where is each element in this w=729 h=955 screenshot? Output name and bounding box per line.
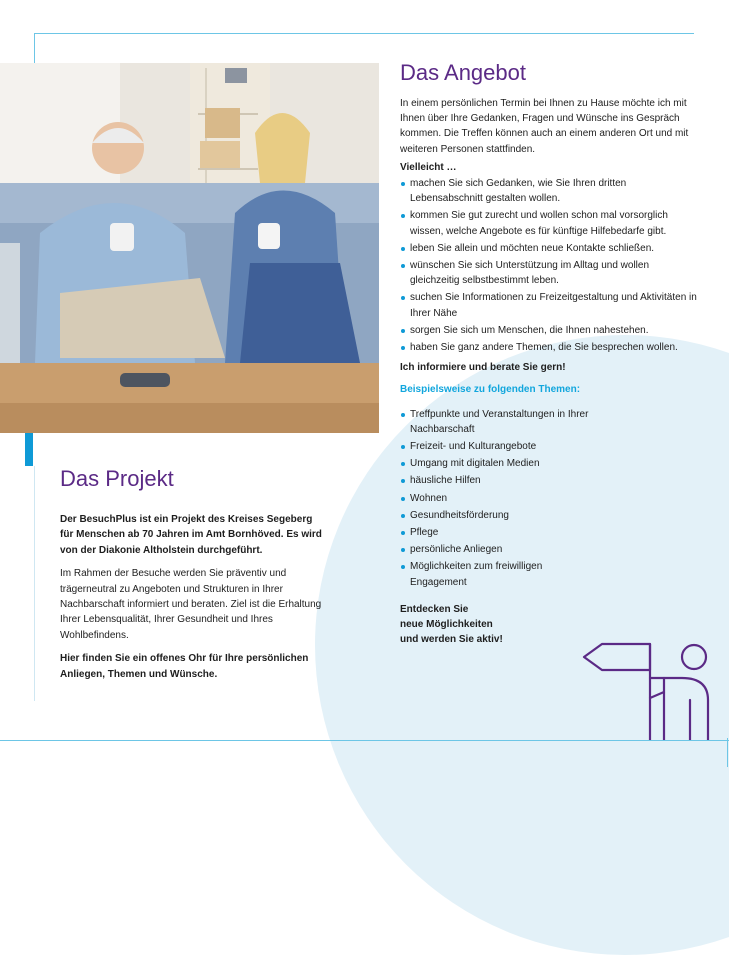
person-holding-sign-icon [580, 640, 720, 740]
discover-line: und werden Sie aktiv! [400, 634, 503, 646]
photo-elderly-couple [0, 63, 379, 433]
project-lead: Der BesuchPlus ist ein Projekt des Kreises Segeberg für Menschen ab 70 Jahren im Amt Bornhöved. Es wird von der Diakonie Altholstein durchgeführt. [60, 514, 322, 556]
photo-illustration [0, 63, 379, 433]
list-item: sorgen Sie sich um Menschen, die Ihnen nahestehen. [400, 323, 700, 338]
list-item: wünschen Sie sich Unterstützung im Alltag und wollen gleichzeitig selbstbestimmt leben. [400, 258, 700, 288]
list-item: kommen Sie gut zurecht und wollen schon mal vorsorglich wissen, welche Angebote es für künftige Hilfebedarfe gibt. [400, 208, 700, 238]
list-item: Umgang mit digitalen Medien [400, 456, 600, 471]
project-rule [34, 466, 35, 701]
list-item: häusliche Hilfen [400, 473, 600, 488]
list-item: persönliche Anliegen [400, 542, 600, 557]
list-item: suchen Sie Informationen zu Freizeitgestaltung und Aktivitäten in Ihrer Nähe [400, 290, 700, 320]
project-body: Im Rahmen der Besuche werden Sie präventiv und trägerneutral zu Angeboten und Strukturen in Ihrer Nachbarschaft informiert und beraten. Ziel ist die Erhaltung Ihrer Lebensqualität, Ihrer Gesundheit und Ihres Wohlbefindens. [60, 568, 322, 641]
offer-title: Das Angebot [400, 60, 526, 85]
list-item: Treffpunkte und Veranstaltungen in Ihrer Nachbarschaft [400, 407, 600, 437]
top-rule [34, 33, 694, 34]
top-left-rule [34, 33, 35, 63]
offer-intro: In einem persönlichen Termin bei Ihnen zu Hause möchte ich mit Ihnen über Ihre Gedanken, Fragen und Wünsche ins Gespräch kommen. Die Treffen können auch an einem anderen Ort und mit weiteren Personen stattfinden. [400, 98, 689, 155]
list-item: haben Sie ganz andere Themen, die Sie besprechen wollen. [400, 340, 700, 355]
list-item: Freizeit- und Kulturangebote [400, 439, 600, 454]
list-item: machen Sie sich Gedanken, wie Sie Ihren dritten Lebensabschnitt gestalten wollen. [400, 176, 700, 206]
themes-heading: Beispielsweise zu folgenden Themen: [400, 384, 581, 396]
list-item: Möglichkeiten zum freiwilligen Engagement [400, 559, 600, 589]
bottom-rule [0, 740, 729, 741]
project-section [60, 466, 322, 682]
project-title: Das Projekt [60, 466, 174, 491]
discover-line: neue Möglichkeiten [400, 619, 493, 631]
offer-bullet-list [400, 176, 700, 355]
offer-section [400, 60, 700, 648]
advice-statement: Ich informiere und berate Sie gern! [400, 362, 566, 374]
bottom-right-rule [727, 738, 728, 767]
vielleicht-heading: Vielleicht … [400, 161, 457, 173]
themes-list [400, 407, 600, 590]
accent-bar [25, 433, 33, 466]
discover-line: Entdecken Sie [400, 603, 469, 615]
list-item: Pflege [400, 525, 600, 540]
list-item: Gesundheitsförderung [400, 508, 600, 523]
project-closing: Hier finden Sie ein offenes Ohr für Ihre persönlichen Anliegen, Themen und Wünsche. [60, 653, 309, 680]
list-item: leben Sie allein und möchten neue Kontakte schließen. [400, 241, 700, 256]
list-item: Wohnen [400, 491, 600, 506]
